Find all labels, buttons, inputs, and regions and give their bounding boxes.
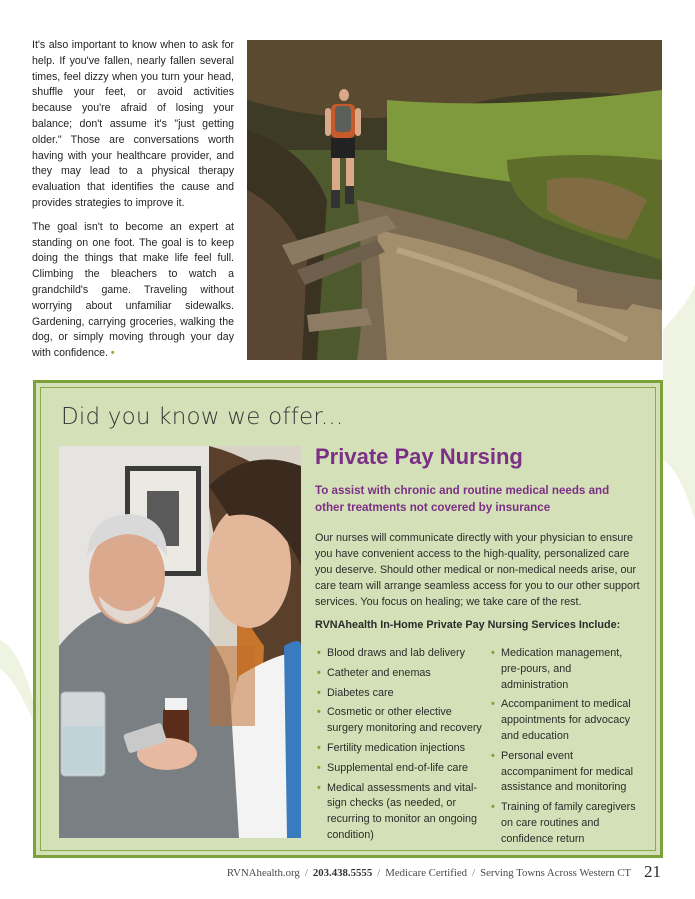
footer-serving: Serving Towns Across Western CT	[480, 867, 631, 879]
list-item: • Supplemental end-of-life care	[317, 761, 485, 777]
end-mark-icon: •	[110, 347, 115, 360]
list-item: • Diabetes care	[317, 686, 485, 702]
intro-text	[32, 38, 234, 370]
page-number: 21	[644, 862, 661, 881]
list-item: • Blood draws and lab delivery	[317, 646, 485, 662]
intro-paragraph-2: The goal isn't to become an expert at standing on one foot. The goal is to keep doing the things that make life feel full. Climbing the bleachers to watch a grandchild's game. Traveling without worrying about unfamiliar sidewalks. Gardening, carrying groceries, walking the dog, or simply moving through your day with confidence. •	[32, 220, 234, 360]
offer-title: Private Pay Nursing	[315, 444, 523, 469]
list-item: • Training of family caregivers on care routines and confidence return	[491, 800, 641, 847]
footer-separator: /	[304, 867, 308, 879]
hiker-photo	[247, 40, 662, 360]
list-item: • Catheter and enemas	[317, 666, 485, 682]
nurse-with-patient-photo	[59, 446, 301, 838]
footer-separator: /	[472, 867, 476, 879]
list-item: • Cosmetic or other elective surgery monitoring and recovery	[317, 705, 485, 737]
list-item: • Personal event accompaniment for medical assistance and monitoring	[491, 749, 641, 796]
offer-description: Our nurses will communicate directly with your physician to ensure you have convenient access to the high-quality, personalized care you deserve. Should other medical or non-medical needs arise, our care team will arrange seamless access for you to our other support services. You focus on healing; we take care of the rest.	[315, 532, 640, 608]
list-item: • Accompaniment to medical appointments for advocacy and education	[491, 697, 641, 744]
promo-inner-border	[40, 387, 656, 851]
footer-website-link[interactable]: RVNAhealth.org	[226, 867, 300, 879]
footer-phone[interactable]: 203.438.5555	[312, 867, 373, 879]
footer-certified: Medicare Certified	[385, 867, 468, 879]
list-item: • Medical assessments and vital-sign checks (as needed, or recurring to monitor an ongoing condition)	[317, 781, 485, 844]
page-footer	[227, 867, 631, 879]
footer-separator: /	[377, 867, 381, 879]
intro-paragraph-1: It's also important to know when to ask for help. If you've fallen, nearly fallen several times, feel dizzy when you turn your head, shuffle your feet, or avoid activities because you're afraid of losing your balance; don't assume it's "just getting older." Those are conversations worth having with your healthcare provider, and they may lead to a physical therapy evaluation that identifies the cause and provides strategies to improve it.	[32, 39, 234, 209]
promo-heading: Did you know we offer...	[61, 404, 344, 430]
services-list-right	[491, 646, 641, 852]
list-item: • Medication management, pre-pours, and administration	[491, 646, 641, 693]
list-item: • Fertility medication injections	[317, 741, 485, 757]
services-list-left	[317, 646, 485, 848]
offer-subtitle: To assist with chronic and routine medical needs and other treatments not covered by insurance	[315, 484, 610, 514]
services-include-heading: RVNAhealth In-Home Private Pay Nursing Services Include:	[315, 619, 621, 631]
services-promo-box	[33, 380, 663, 858]
